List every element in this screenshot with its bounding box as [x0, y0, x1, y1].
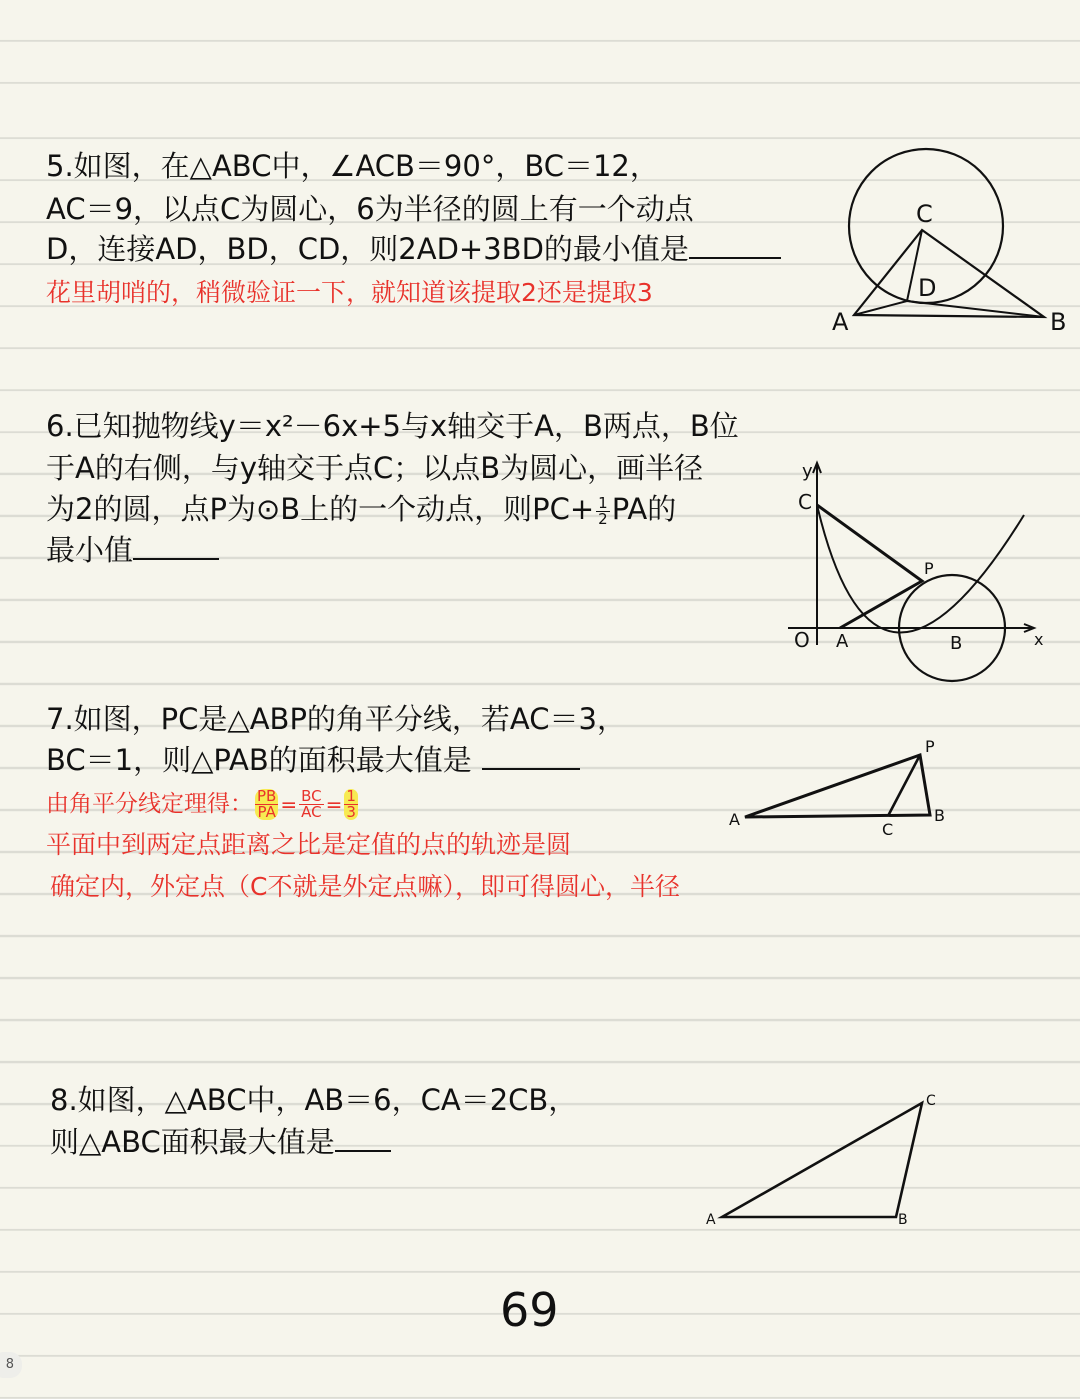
q8-answer-blank [335, 1146, 391, 1152]
q7-frac-bc-ac [299, 789, 324, 820]
q6-label-p: P [924, 559, 934, 578]
q5-label-d: D [918, 274, 937, 302]
q7-line-2-text: BC＝1，则△PAB的面积最大值是 [46, 743, 472, 777]
q8-line-2-text: 则△ABC面积最大值是 [50, 1125, 335, 1159]
q5-line-2: AC＝9，以点C为圆心，6为半径的圆上有一个动点 [46, 192, 694, 226]
q7-answer-blank [482, 764, 580, 770]
q7-figure [725, 735, 955, 840]
q6-line-3-text: 为2的圆，点P为⊙B上的一个动点，则PC+ [46, 492, 595, 526]
q6-label-y: y [802, 461, 813, 482]
q5-line-3-text: D，连接AD，BD，CD，则2AD+3BD的最小值是 [46, 232, 689, 266]
q7-frac-pb-pa [255, 789, 278, 820]
q5-line-3 [46, 229, 781, 269]
q5-note: 花里胡哨的，稍微验证一下，就知道该提取2还是提取3 [46, 278, 653, 307]
q6-line-1: 6.已知抛物线y＝x²－6x+5与x轴交于A，B两点，B位 [46, 409, 739, 443]
q7-note-3 [50, 867, 680, 907]
q6-line-3-tail: PA的 [611, 492, 677, 526]
q7-frac-3: 3 [346, 803, 356, 821]
q5-triangle [854, 230, 1044, 317]
q6-label-x: x [1034, 630, 1044, 649]
q7-line-1: 7.如图，PC是△ABP的角平分线，若AC＝3， [46, 702, 626, 736]
q7-eq-1: = [280, 792, 298, 817]
q6-fraction [596, 493, 610, 528]
q6-label-a: A [836, 631, 849, 652]
q7-note-1-prefix: 由角平分线定理得： [46, 791, 253, 817]
q7-frac-ac: AC [301, 803, 322, 821]
q5-answer-blank [689, 253, 781, 259]
q6-fraction-den: 2 [598, 509, 608, 528]
q7-eq-2: = [325, 792, 343, 817]
q7-line-2 [46, 740, 580, 780]
q7-note-3-a: 确定内，外定点（C不就是外定点嘛）， [50, 872, 480, 901]
corner-badge[interactable]: 8 [0, 1352, 22, 1378]
q5-figure [826, 140, 1080, 340]
q6-fraction-num: 1 [598, 493, 608, 512]
q8-figure [700, 1085, 950, 1235]
q7-frac-pb: PB [257, 787, 277, 805]
q8-triangle [722, 1103, 922, 1217]
q6-y-axis [813, 463, 821, 645]
q8-label-c: C [926, 1093, 936, 1109]
q6-label-b: B [950, 633, 963, 654]
q6-line-4 [46, 530, 219, 570]
q7-label-b: B [934, 806, 945, 825]
q7-triangle [745, 755, 930, 817]
q5-label-c: C [916, 200, 933, 228]
page-number: 69 [500, 1283, 559, 1337]
q7-label-p: P [925, 737, 935, 756]
q8-label-b: B [898, 1212, 908, 1228]
q7-note-1 [46, 784, 360, 825]
q7-frac-1-3 [344, 789, 358, 820]
q6-answer-blank [133, 554, 219, 560]
q7-frac-pa: PA [257, 803, 276, 821]
q6-label-c: C [798, 490, 812, 514]
q8-line-1: 8.如图，△ABC中，AB＝6，CA＝2CB， [50, 1083, 578, 1117]
q7-frac-1: 1 [346, 787, 356, 805]
q7-label-a: A [729, 810, 740, 829]
q6-line-4-text: 最小值 [46, 533, 134, 567]
q6-figure [780, 455, 1060, 690]
q7-note-2: 平面中到两定点距离之比是定值的点的轨迹是圆 [46, 830, 572, 859]
q5-label-b: B [1050, 308, 1067, 336]
q7-label-c: C [882, 820, 894, 839]
q5-label-a: A [832, 308, 849, 336]
q5-segments [854, 230, 1044, 317]
q8-line-2 [50, 1122, 391, 1162]
q6-line-2: 于A的右侧，与y轴交于点C；以点B为圆心，画半径 [46, 451, 704, 485]
q8-label-a: A [706, 1212, 716, 1228]
q6-line-3 [46, 489, 676, 529]
q6-segments [817, 505, 922, 628]
q6-parabola [817, 505, 1024, 633]
q6-label-o: O [794, 628, 810, 652]
q7-frac-bc: BC [301, 787, 322, 805]
q7-note-3-b: 即可得圆心，半径 [479, 872, 680, 901]
q5-line-1: 5.如图，在△ABC中，∠ACB＝90°，BC＝12， [46, 149, 659, 183]
